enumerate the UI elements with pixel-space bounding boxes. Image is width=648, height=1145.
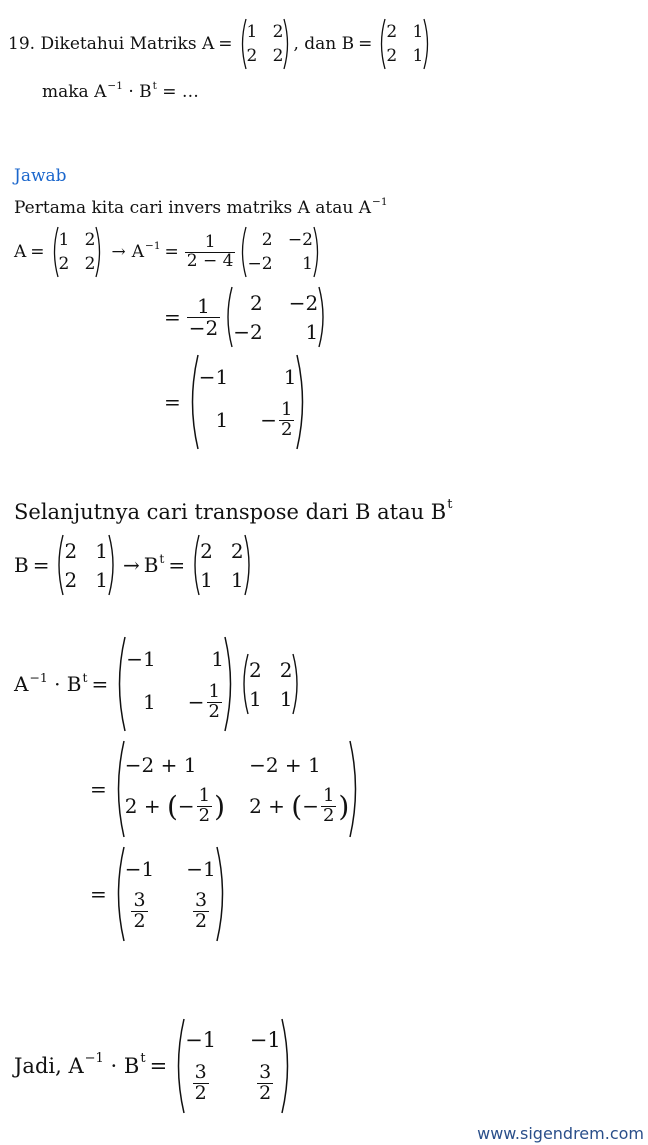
question-number: 19. bbox=[8, 34, 36, 54]
matrix-a: 1 2 2 2 bbox=[239, 18, 292, 70]
product-line-2: = −2 + 1 −2 + 1 2 + ( − $\frac{1}{2}$ ) 2 + ( − $\frac{1}{2}$ ) bbox=[86, 740, 363, 838]
transpose-line: B = 2 1 2 1 → B t = 2 2 1 1 bbox=[14, 534, 255, 596]
product-result: = −1 −1 $\frac{3}{2}$ $\frac{3}{2}$ bbox=[86, 846, 230, 942]
conclusion: Jadi, A −1 · B t = −1 −1 $\frac{3}{2}$ $\frac{3}{2}$ bbox=[14, 1018, 295, 1114]
matrix-b: 2 1 2 1 bbox=[378, 18, 431, 70]
inverse-result: = −1 1 1 − $\frac{1}{2}$ bbox=[160, 354, 310, 450]
question-intro: Diketahui Matriks bbox=[40, 34, 197, 54]
website-watermark: www.sigendrem.com bbox=[477, 1124, 644, 1143]
inverse-line-2: = $\frac{1}{-2}$ 2 −2 −2 1 bbox=[160, 286, 329, 348]
product-line-1: A −1 · B t = −1 1 1 − $\frac{1}{2}$ 2 2 1 1 bbox=[14, 636, 303, 732]
step2-text: Selanjutnya cari transpose dari B atau B t bbox=[14, 497, 453, 524]
question-line-2: maka A −1 · B t = … bbox=[42, 80, 199, 102]
answer-heading: Jawab bbox=[14, 166, 67, 186]
step1-text: Pertama kita cari invers matriks A atau A −1 bbox=[14, 196, 388, 218]
inverse-line-1: A = 1 2 2 2 → A −1 = $\frac{1}{2 - 4}$ 2 −2 −2 1 bbox=[14, 226, 323, 278]
question-line-1: 19. Diketahui Matriks A = 1 2 2 2 , dan B = 2 1 2 1 bbox=[8, 18, 433, 70]
